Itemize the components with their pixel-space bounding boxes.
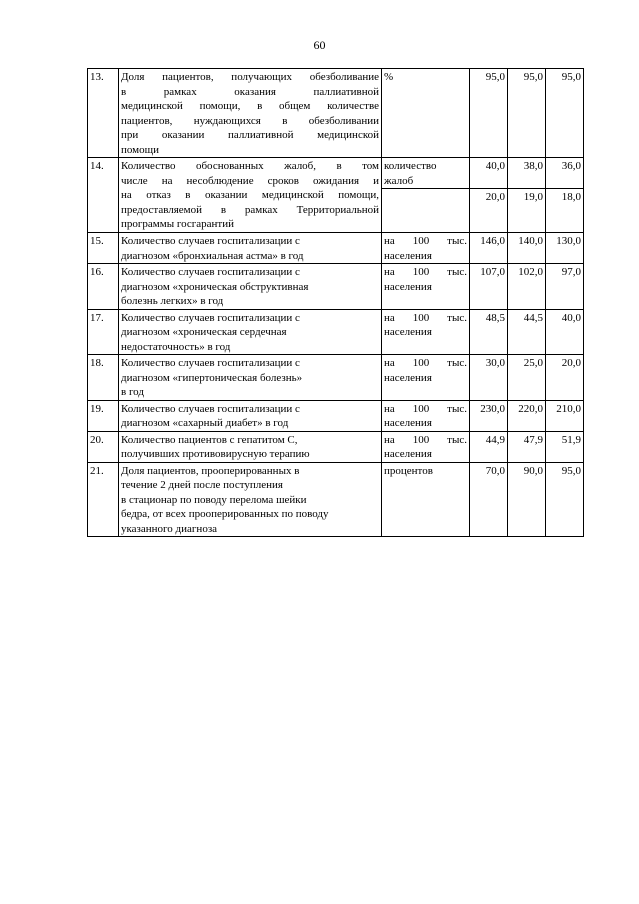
description-line: на отказ в оказании медицинской помощи,: [121, 189, 379, 201]
row-unit: [382, 69, 470, 158]
description-line: диагнозом «бронхиальная астма» в год: [121, 249, 304, 262]
description-line: Количество случаев госпитализации с: [121, 311, 300, 324]
description-line: течение 2 дней после поступления: [121, 479, 283, 491]
table-row: [88, 69, 584, 158]
description-line: Количество случаев госпитализации с: [121, 266, 300, 278]
value-cell: 70,0: [470, 462, 508, 537]
unit-line: на 100 тыс.: [384, 433, 467, 446]
value-cell: 36,0: [546, 158, 584, 189]
description-line: пациентов, нуждающихся в обезболивании: [121, 114, 379, 127]
row-number: 14.: [88, 158, 119, 233]
description-line: диагнозом «хроническая обструктивная: [121, 280, 309, 293]
description-line: диагнозом «сахарный диабет» в год: [121, 417, 289, 429]
description-line: числе на несоблюдение сроков ожидания и: [121, 174, 379, 187]
unit-line: на 100 тыс.: [384, 311, 467, 324]
unit-line: населения: [384, 417, 432, 429]
row-description: [119, 69, 382, 158]
table-row: [88, 309, 584, 355]
description-line: болезнь легких» в год: [121, 295, 224, 307]
row-unit: [382, 462, 470, 537]
description-line: Доля пациентов, прооперированных в: [121, 464, 300, 477]
description-line: в стационар по поводу перелома шейки: [121, 493, 307, 506]
row-unit: [382, 400, 470, 431]
unit-line: на 100 тыс.: [384, 357, 467, 369]
value-cell: 102,0: [508, 264, 546, 310]
value-cell: 90,0: [508, 462, 546, 537]
unit-line: на 100 тыс.: [384, 266, 467, 278]
value-cell: 107,0: [470, 264, 508, 310]
unit-line: населения: [384, 280, 432, 293]
row-description: [119, 462, 382, 537]
description-line: указанного диагноза: [121, 522, 218, 535]
unit-line: населения: [384, 448, 432, 460]
value-cell: 97,0: [546, 264, 584, 310]
value-cell: 38,0: [508, 158, 546, 189]
row-number: 15.: [88, 233, 119, 264]
value-cell: 140,0: [508, 233, 546, 264]
row-number: 21.: [88, 462, 119, 537]
value-cell: 230,0: [470, 400, 508, 431]
row-description: [119, 309, 382, 355]
row-description: [119, 264, 382, 310]
description-line: Количество случаев госпитализации с: [121, 402, 300, 415]
value-cell: 130,0: [546, 233, 584, 264]
description-line: Количество случаев госпитализации с: [121, 357, 300, 369]
row-number: 17.: [88, 309, 119, 355]
description-line: Количество случаев госпитализации с: [121, 235, 300, 247]
description-line: в рамках оказания паллиативной: [121, 85, 379, 98]
row-unit: [382, 431, 470, 462]
value-cell: 20,0: [470, 189, 508, 233]
description-line: недостаточность» в год: [121, 340, 231, 353]
unit-line: населения: [384, 371, 432, 384]
value-cell: 20,0: [546, 355, 584, 401]
description-line: диагнозом «гипертоническая болезнь»: [121, 371, 303, 384]
table-row: [88, 264, 584, 310]
unit-line: на 100 тыс.: [384, 402, 467, 415]
value-cell: 95,0: [470, 69, 508, 158]
row-unit: [382, 233, 470, 264]
value-cell: 220,0: [508, 400, 546, 431]
row-description: [119, 233, 382, 264]
value-cell: 47,9: [508, 431, 546, 462]
value-cell: 19,0: [508, 189, 546, 233]
value-cell: 95,0: [546, 462, 584, 537]
description-line: получивших противовирусную терапию: [121, 448, 310, 460]
row-description: [119, 158, 382, 233]
row-description: [119, 431, 382, 462]
description-line: в год: [121, 386, 144, 398]
indicators-table: [87, 68, 584, 537]
value-cell: 95,0: [508, 69, 546, 158]
unit-line: количество: [384, 160, 437, 172]
row-description: [119, 400, 382, 431]
row-unit: [382, 355, 470, 401]
table-row: [88, 233, 584, 264]
description-line: помощи: [121, 143, 159, 156]
description-line: Доля пациентов, получающих обезболивание: [121, 71, 379, 83]
value-cell: 210,0: [546, 400, 584, 431]
row-number: 18.: [88, 355, 119, 401]
table-row: [88, 431, 584, 462]
unit-line: %: [384, 71, 394, 83]
unit-line: на 100 тыс.: [384, 235, 467, 247]
description-line: диагнозом «хроническая сердечная: [121, 326, 287, 338]
table-row: [88, 355, 584, 401]
row-number: 16.: [88, 264, 119, 310]
row-unit: [382, 189, 470, 233]
row-number: 13.: [88, 69, 119, 158]
value-cell: 25,0: [508, 355, 546, 401]
unit-line: населения: [384, 326, 432, 338]
value-cell: 51,9: [546, 431, 584, 462]
row-number: 19.: [88, 400, 119, 431]
row-description: [119, 355, 382, 401]
table-row: [88, 462, 584, 537]
table-row: [88, 400, 584, 431]
description-line: медицинской помощи, в общем количестве: [121, 100, 379, 112]
value-cell: 44,9: [470, 431, 508, 462]
unit-line: процентов: [384, 464, 433, 477]
page-number: 60: [313, 38, 326, 52]
table-row: [88, 158, 584, 189]
value-cell: 40,0: [470, 158, 508, 189]
value-cell: 40,0: [546, 309, 584, 355]
value-cell: 30,0: [470, 355, 508, 401]
value-cell: 146,0: [470, 233, 508, 264]
description-line: предоставляемой в рамках Территориальной: [121, 203, 379, 216]
description-line: программы госгарантий: [121, 218, 234, 230]
value-cell: 44,5: [508, 309, 546, 355]
value-cell: 95,0: [546, 69, 584, 158]
row-unit: [382, 264, 470, 310]
description-line: Количество обоснованных жалоб, в том: [121, 160, 379, 172]
description-line: при оказании паллиативной медицинской: [121, 129, 379, 141]
value-cell: 18,0: [546, 189, 584, 233]
unit-line: жалоб: [384, 174, 414, 187]
unit-line: населения: [384, 249, 432, 262]
row-unit: [382, 158, 470, 189]
row-number: 20.: [88, 431, 119, 462]
value-cell: 48,5: [470, 309, 508, 355]
description-line: Количество пациентов с гепатитом С,: [121, 433, 298, 446]
row-unit: [382, 309, 470, 355]
description-line: бедра, от всех прооперированных по поводу: [121, 508, 329, 520]
